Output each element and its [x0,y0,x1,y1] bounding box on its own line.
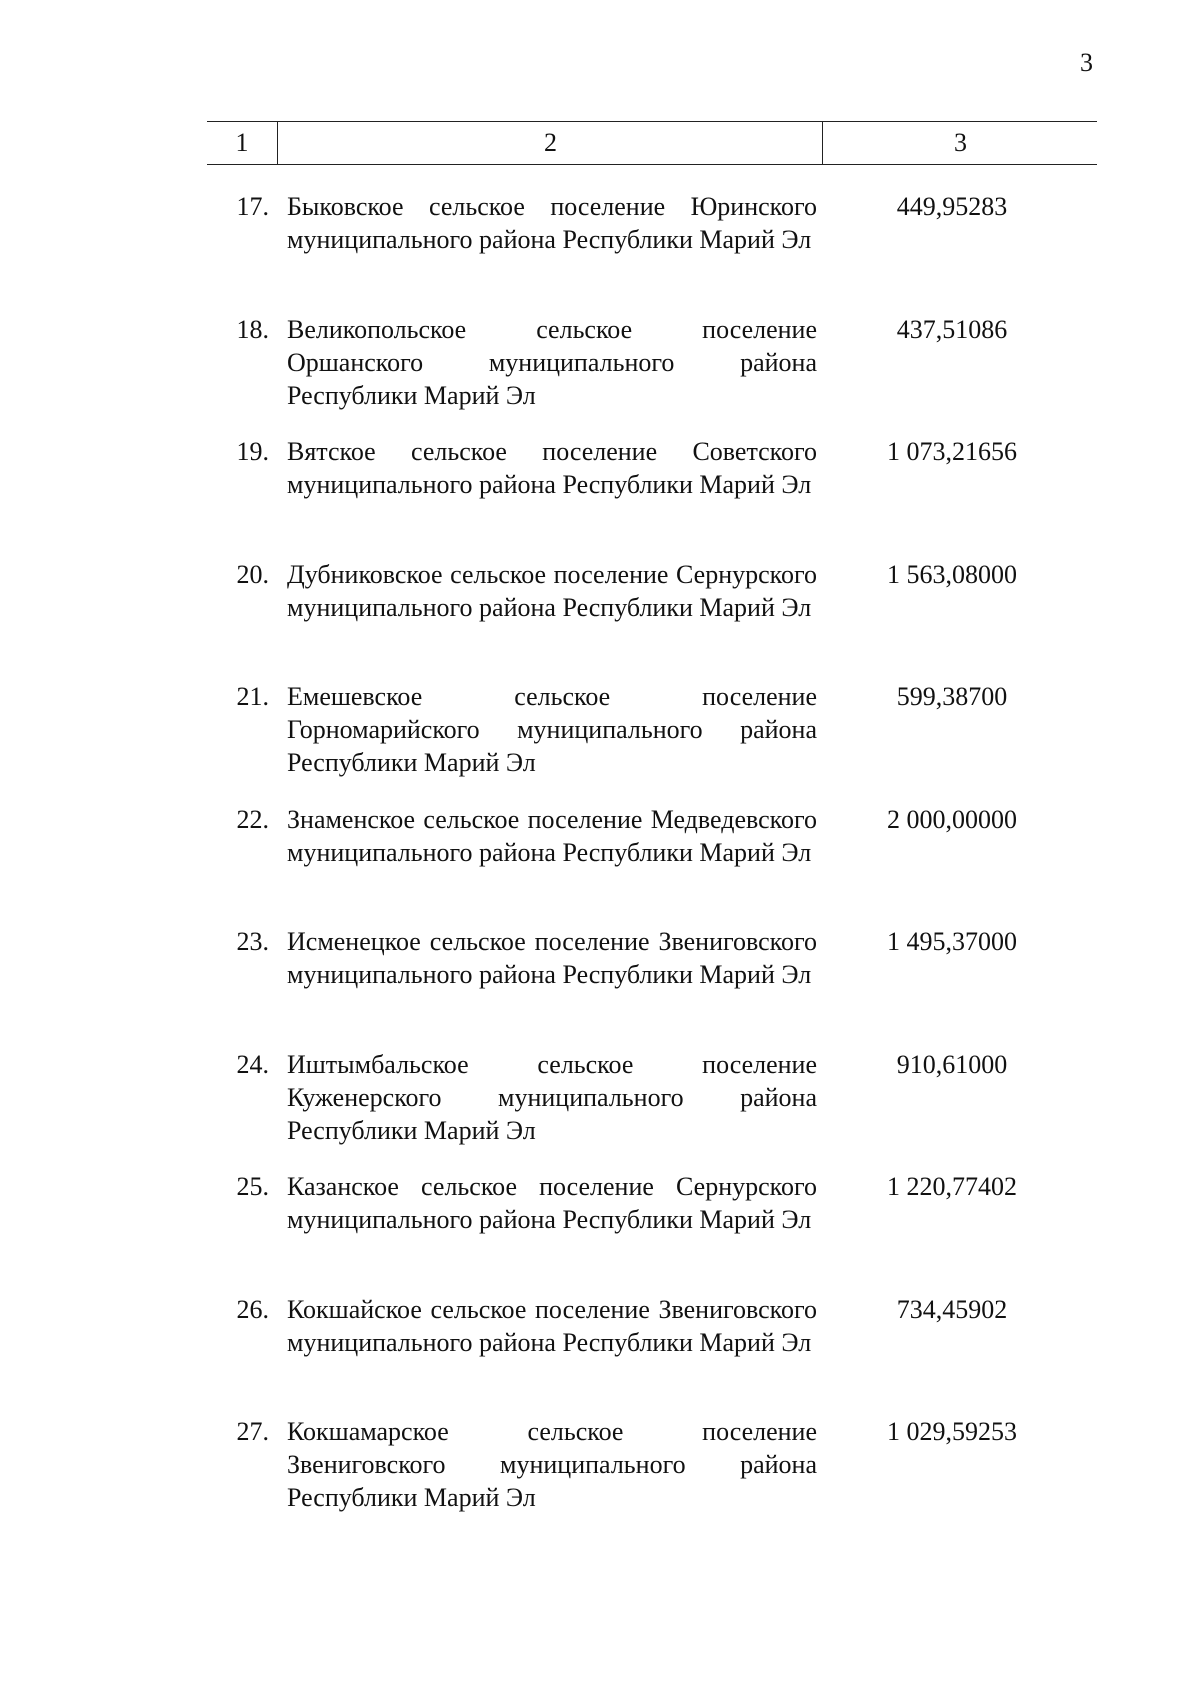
table-row [207,925,1097,1048]
row-number: 25. [236,1172,269,1201]
table-row [207,313,1097,436]
amount-value: 1 073,21656 [887,437,1017,466]
settlement-name: Казанское сельское поселение Сернурского муниципального района Республики Марий Эл [287,1172,817,1234]
settlement-name: Вятское сельское поселение Советского муниципального района Республики Марий Эл [287,437,817,499]
table-row [207,1170,1097,1293]
row-number: 18. [236,314,269,344]
table-row [207,1293,1097,1416]
amount-value: 1 495,37000 [887,927,1017,956]
table-row [207,803,1097,926]
table-row [207,435,1097,558]
settlement-name: Иштымбальское сельское поселение Куженерского муниципального района Республики Марий Эл [287,1049,817,1145]
row-number: 17. [236,192,269,221]
header-col-1: 1 [235,128,249,157]
amount-value: 734,45902 [896,1294,1008,1324]
amount-value: 437,51086 [896,314,1008,344]
settlement-name: Великопольское сельское поселение Оршанского муниципального района Республики Марий Эл [287,314,817,410]
amount-value: 449,95283 [896,192,1008,221]
amount-value: 1 220,77402 [887,1172,1017,1201]
amount-value: 1 563,08000 [887,559,1017,589]
table-row [207,680,1097,803]
table-row [207,1048,1097,1171]
row-number: 23. [236,927,269,956]
header-col-3: 3 [822,122,1098,164]
row-number: 21. [236,682,269,711]
settlement-name: Исменецкое сельское поселение Звениговского муниципального района Республики Марий Эл [287,927,817,989]
settlement-name: Кокшамарское сельское поселение Звениговского муниципального района Республики Марий Эл [287,1417,817,1512]
table-row [207,1415,1097,1538]
settlement-name: Дубниковское сельское поселение Сернурского муниципального района Республики Марий Эл [287,559,817,622]
row-number: 27. [236,1417,269,1446]
table-body [207,190,1097,1538]
header-col-2: 2 [277,122,823,164]
settlement-name: Быковское сельское поселение Юринского муниципального района Республики Марий Эл [287,192,817,254]
row-number: 22. [236,804,269,834]
row-number: 26. [236,1294,269,1324]
settlement-name: Емешевское сельское поселение Горномарийского муниципального района Республики Марий Эл [287,682,817,777]
row-number: 19. [236,437,269,466]
table-header [207,121,1097,165]
amount-value: 910,61000 [896,1049,1008,1079]
settlement-name: Знаменское сельское поселение Медведевского муниципального района Республики Марий Эл [287,804,817,867]
page-number: 3 [1080,48,1093,77]
table-row [207,190,1097,313]
table-row [207,558,1097,681]
amount-value: 1 029,59253 [887,1417,1017,1446]
amount-value: 599,38700 [896,682,1008,711]
row-number: 20. [236,559,269,589]
amount-value: 2 000,00000 [887,804,1017,834]
settlement-name: Кокшайское сельское поселение Звениговского муниципального района Республики Марий Эл [287,1294,817,1357]
row-number: 24. [236,1049,269,1079]
